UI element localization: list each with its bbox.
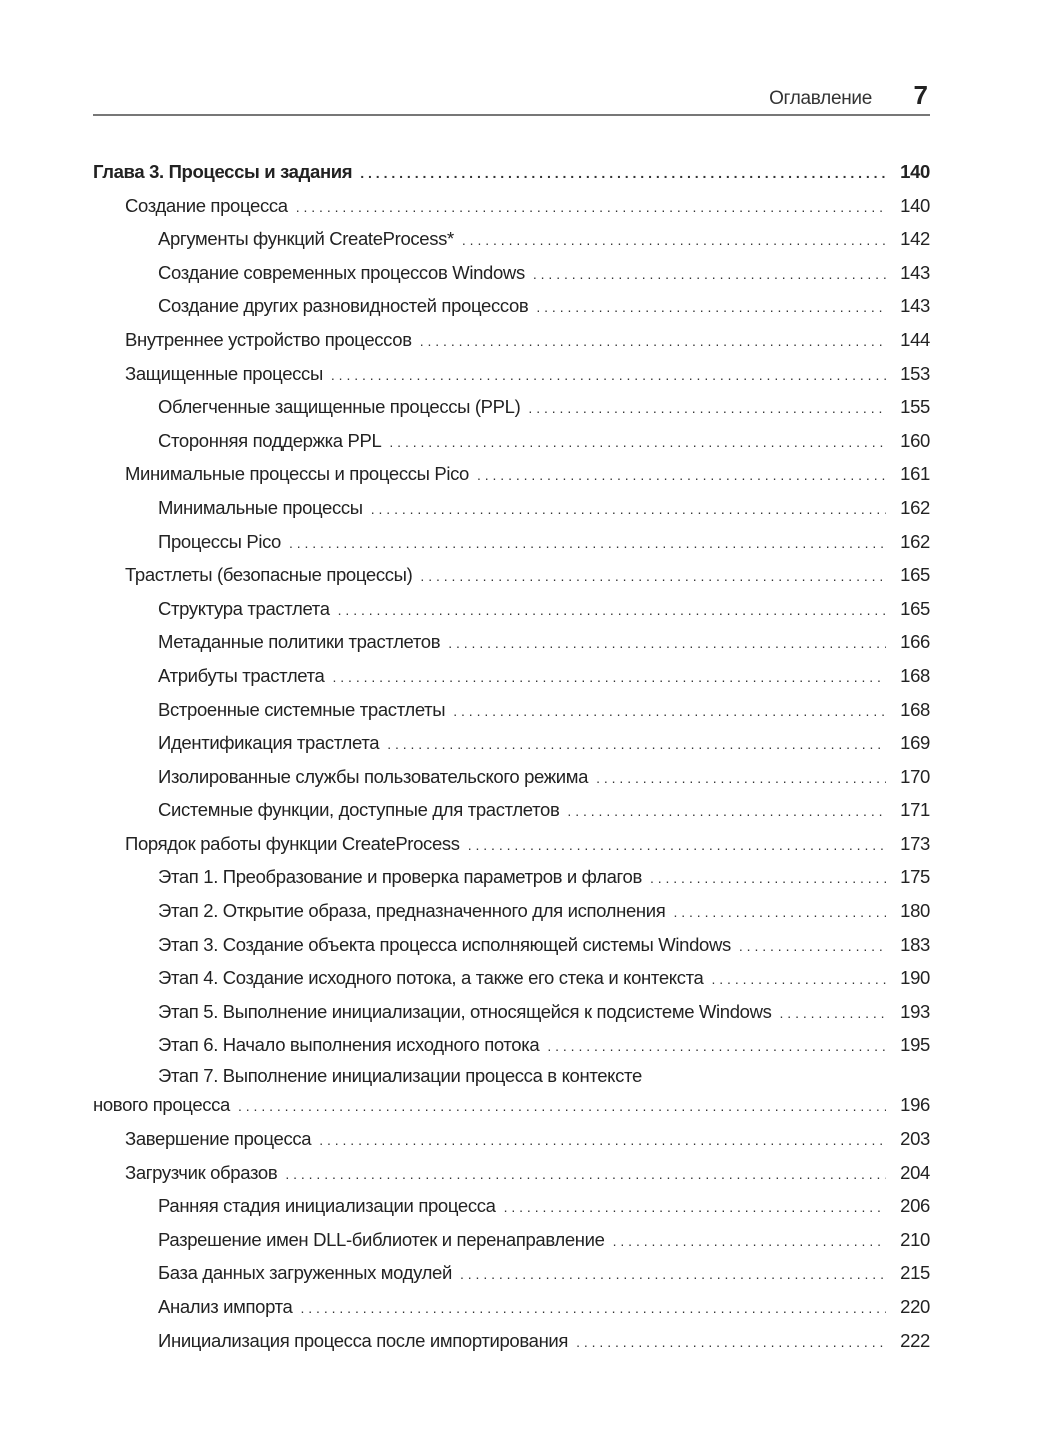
- toc-entry: [93, 795, 930, 829]
- toc-entry-page: 162: [900, 530, 930, 552]
- dot-leader: [596, 766, 886, 788]
- dot-leader: [547, 1034, 886, 1056]
- toc-entry-title: Процессы Pico: [158, 530, 281, 552]
- toc-entry-page: 140: [900, 161, 930, 182]
- toc-entry: [93, 728, 930, 762]
- toc-entry-page: 168: [900, 664, 930, 686]
- toc-entry: [93, 593, 930, 627]
- toc-entry-page: 190: [900, 967, 930, 989]
- dot-leader: [448, 631, 886, 653]
- toc-entry-page: 162: [900, 496, 930, 518]
- toc-entry-title: Внутреннее устройство процессов: [125, 328, 412, 350]
- dot-leader: [504, 1195, 886, 1217]
- toc-entry-title: Завершение процесса: [125, 1128, 312, 1150]
- toc-entry-page: 204: [900, 1161, 930, 1183]
- toc-entry-title: Этап 4. Создание исходного потока, а также его стека и контекста: [158, 967, 704, 989]
- toc-entry-title: Встроенные системные трастлеты: [158, 698, 446, 720]
- toc-entry: [93, 1123, 930, 1157]
- dot-leader: [460, 1262, 886, 1284]
- toc-entry-title: Защищенные процессы: [125, 362, 323, 384]
- toc-entry: [93, 224, 930, 258]
- toc-entry: [93, 1191, 930, 1225]
- toc-entry-page: 142: [900, 228, 930, 250]
- page-number: 7: [913, 80, 928, 110]
- dot-leader: [468, 833, 886, 855]
- dot-leader: [301, 1296, 887, 1318]
- dot-leader: [477, 463, 886, 485]
- dot-leader: [296, 195, 886, 217]
- toc-entry-page: 171: [900, 799, 930, 821]
- toc-entry-title: Облегченные защищенные процессы (PPL): [158, 396, 521, 418]
- toc-entry-title: Идентификация трастлета: [158, 732, 380, 754]
- toc-entry-page: 173: [900, 832, 930, 854]
- toc-entry: [93, 425, 930, 459]
- toc-entry-page: 183: [900, 933, 930, 955]
- toc-entry-title: Глава 3. Процессы и задания: [93, 161, 353, 182]
- toc-entry-page: 143: [900, 295, 930, 317]
- toc-entry: [93, 627, 930, 661]
- toc-entry-title: Этап 5. Выполнение инициализации, относящейся к подсистеме Windows: [158, 1000, 772, 1022]
- dot-leader: [389, 430, 886, 452]
- toc-entry-page: 193: [900, 1000, 930, 1022]
- toc-entry-page: 180: [900, 900, 930, 922]
- toc-entry-title: Минимальные процессы: [158, 496, 363, 518]
- dot-leader: [673, 900, 886, 922]
- toc-entry-title: Этап 6. Начало выполнения исходного потока: [158, 1034, 540, 1056]
- toc-entry-title: Анализ импорта: [158, 1296, 293, 1317]
- toc-entry-page: 165: [900, 564, 930, 586]
- toc-entry-page: 153: [900, 362, 930, 384]
- toc-entry: [93, 492, 930, 526]
- dot-leader: [528, 396, 886, 418]
- toc-entry: [93, 1030, 930, 1064]
- dot-leader: [238, 1094, 886, 1116]
- toc-entry: [93, 1157, 930, 1191]
- toc-entry-page: 168: [900, 698, 930, 720]
- toc-entry-title: Создание процесса: [125, 194, 288, 216]
- dot-leader: [289, 531, 886, 553]
- toc-entry: [93, 761, 930, 795]
- toc-entry: [93, 1325, 930, 1359]
- toc-entry: [93, 660, 930, 694]
- toc-entry-page: 222: [900, 1329, 930, 1351]
- toc-entry-title: Этап 2. Открытие образа, предназначенного для исполнения: [158, 900, 666, 922]
- dot-leader: [360, 161, 886, 183]
- dot-leader: [613, 1229, 886, 1251]
- dot-leader: [338, 598, 886, 620]
- toc-chapter-entry: [93, 152, 930, 190]
- dot-leader: [650, 866, 886, 888]
- toc-entry: [93, 1063, 930, 1123]
- toc-entry: [93, 929, 930, 963]
- toc-entry-title-line1: Этап 7. Выполнение инициализации процесса в контексте: [158, 1065, 642, 1087]
- toc-entry-page: 166: [900, 631, 930, 653]
- toc-entry: [93, 358, 930, 392]
- toc-entry-title: Порядок работы функции CreateProcess: [125, 832, 460, 854]
- toc-entry: [93, 996, 930, 1030]
- toc-entry: [93, 1258, 930, 1292]
- toc-entry-title: Этап 1. Преобразование и проверка параметров и флагов: [158, 866, 642, 888]
- table-of-contents: [93, 152, 930, 1359]
- toc-entry: [93, 526, 930, 560]
- toc-entry: [93, 291, 930, 325]
- dot-leader: [420, 329, 886, 351]
- toc-entry: [93, 560, 930, 594]
- toc-entry-title: Ранняя стадия инициализации процесса: [158, 1195, 496, 1217]
- toc-entry-title: Загрузчик образов: [125, 1161, 278, 1183]
- toc-entry: [93, 190, 930, 224]
- toc-entry-title: Этап 3. Создание объекта процесса исполняющей системы Windows: [158, 933, 731, 955]
- dot-leader: [331, 363, 886, 385]
- toc-entry-page: 155: [900, 396, 930, 418]
- running-header-title: Оглавление: [769, 88, 872, 109]
- toc-entry-page: 140: [900, 194, 930, 216]
- toc-entry: [93, 895, 930, 929]
- toc-entry-page: 220: [900, 1296, 930, 1317]
- toc-entry-title: База данных загруженных модулей: [158, 1262, 452, 1284]
- toc-entry: [93, 1291, 930, 1325]
- toc-entry-page: 215: [900, 1262, 930, 1284]
- toc-entry-title: Метаданные политики трастлетов: [158, 631, 441, 653]
- toc-entry-title: Сторонняя поддержка PPL: [158, 429, 382, 451]
- toc-entry-page: 203: [900, 1128, 930, 1150]
- toc-entry: [93, 694, 930, 728]
- toc-entry-page: 143: [900, 261, 930, 283]
- dot-leader: [780, 1001, 886, 1023]
- toc-entry: [93, 1224, 930, 1258]
- toc-entry-title: Атрибуты трастлета: [158, 664, 325, 686]
- toc-entry-title: Аргументы функций CreateProcess*: [158, 228, 454, 250]
- toc-entry-page: 175: [900, 866, 930, 888]
- toc-entry: [93, 963, 930, 997]
- dot-leader: [533, 262, 886, 284]
- dot-leader: [711, 967, 886, 989]
- toc-entry-title: Минимальные процессы и процессы Pico: [125, 463, 469, 485]
- toc-entry-page: 165: [900, 597, 930, 619]
- toc-entry-page: 169: [900, 732, 930, 754]
- toc-entry-page: 206: [900, 1195, 930, 1217]
- toc-entry: [93, 828, 930, 862]
- dot-leader: [576, 1330, 886, 1352]
- toc-entry-title: Изолированные службы пользовательского режима: [158, 765, 589, 787]
- dot-leader: [285, 1162, 886, 1184]
- toc-entry-title: Структура трастлета: [158, 597, 330, 619]
- dot-leader: [332, 665, 886, 687]
- toc-entry: [93, 862, 930, 896]
- toc-entry-title: Инициализация процесса после импортирования: [158, 1329, 569, 1351]
- toc-entry-title: Разрешение имен DLL-библиотек и перенаправление: [158, 1228, 605, 1250]
- toc-entry-title: Создание современных процессов Windows: [158, 261, 525, 283]
- toc-entry-page: 195: [900, 1034, 930, 1056]
- dot-leader: [462, 228, 886, 250]
- dot-leader: [567, 799, 886, 821]
- running-header: [93, 80, 930, 116]
- dot-leader: [420, 564, 886, 586]
- toc-entry-title: Создание других разновидностей процессов: [158, 295, 529, 317]
- toc-entry-page: 170: [900, 765, 930, 787]
- toc-entry-title: нового процесса: [93, 1094, 230, 1116]
- toc-entry-page: 160: [900, 429, 930, 451]
- toc-entry-title: Трастлеты (безопасные процессы): [125, 564, 413, 586]
- toc-entry: [93, 324, 930, 358]
- toc-entry-page: 161: [900, 463, 930, 485]
- toc-entry: [93, 257, 930, 291]
- toc-entry-page: 210: [900, 1228, 930, 1250]
- dot-leader: [453, 699, 886, 721]
- toc-entry-title: Системные функции, доступные для трастлетов: [158, 799, 560, 821]
- dot-leader: [536, 295, 886, 317]
- dot-leader: [371, 497, 886, 519]
- dot-leader: [387, 732, 886, 754]
- dot-leader: [739, 934, 886, 956]
- toc-entry: [93, 459, 930, 493]
- dot-leader: [319, 1128, 886, 1150]
- toc-entry: [93, 392, 930, 426]
- toc-entry-page: 196: [900, 1094, 930, 1116]
- toc-entry-page: 144: [900, 328, 930, 350]
